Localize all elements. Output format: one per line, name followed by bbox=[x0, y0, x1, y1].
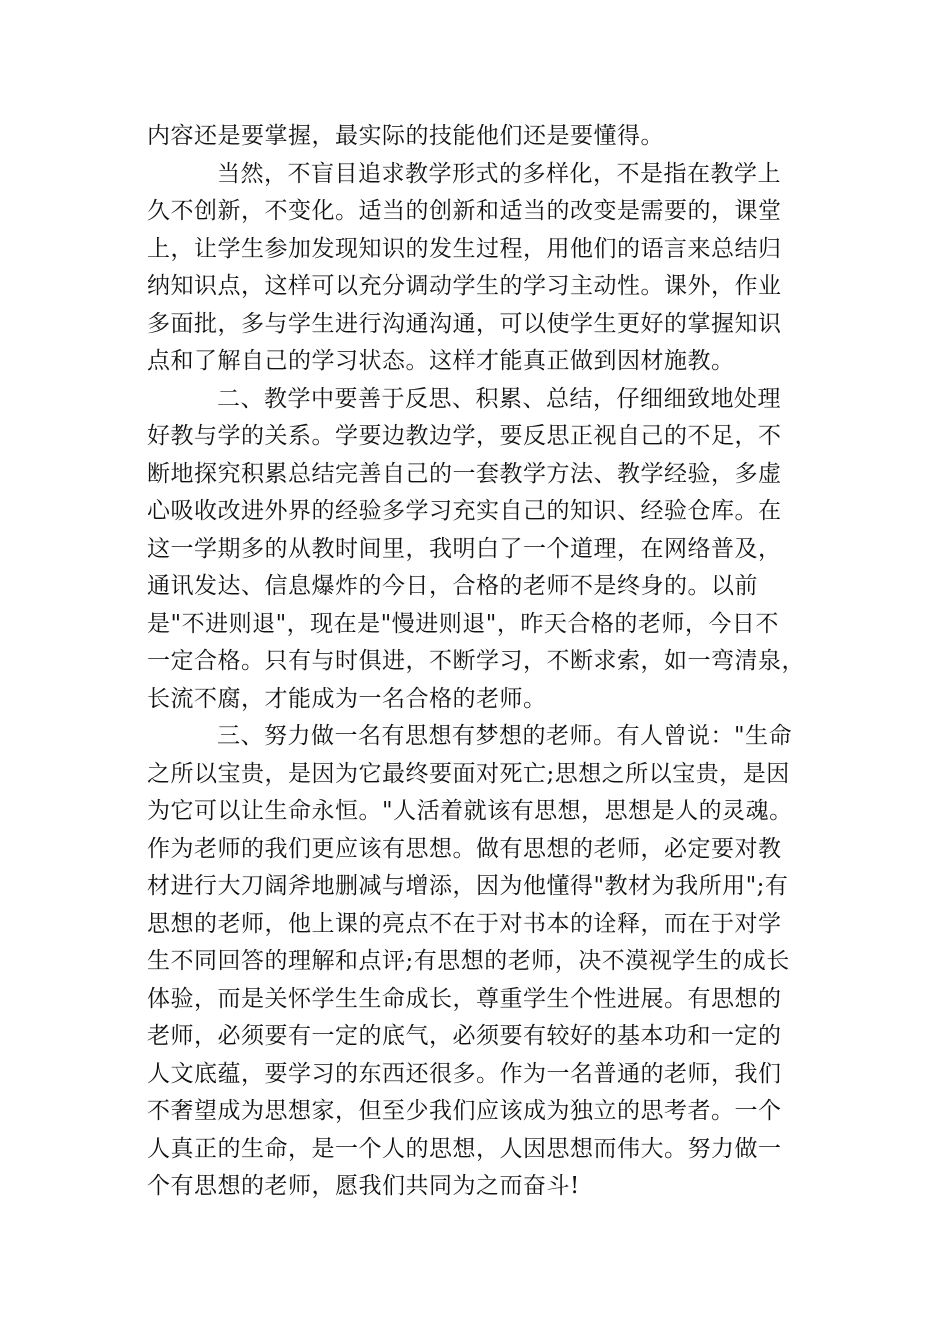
text-line: 为它可以让生命永恒。"人活着就该有思想，思想是人的灵魂。 bbox=[147, 798, 793, 824]
text-line: 点和了解自己的学习状态。这样才能真正做到因材施教。 bbox=[147, 348, 735, 374]
text-line: 断地探究积累总结完善自己的一套教学方法、教学经验，多虚 bbox=[147, 461, 782, 487]
paragraph-start-line: 当然，不盲目追求教学形式的多样化，不是指在教学上 bbox=[217, 161, 781, 187]
text-line: 是"不进则退"，现在是"慢进则退"，昨天合格的老师，今日不 bbox=[147, 611, 779, 637]
text-line: 上，让学生参加发现知识的发生过程，用他们的语言来总结归 bbox=[147, 236, 782, 262]
text-line: 人文底蕴，要学习的东西还很多。作为一名普通的老师，我们 bbox=[147, 1061, 782, 1087]
text-line: 个有思想的老师，愿我们共同为之而奋斗! bbox=[147, 1173, 580, 1199]
text-line: 人真正的生命，是一个人的思想，人因思想而伟大。努力做一 bbox=[147, 1136, 782, 1162]
text-line: 一定合格。只有与时俱进，不断学习，不断求索，如一弯清泉， bbox=[147, 648, 805, 674]
text-line: 作为老师的我们更应该有思想。做有思想的老师，必定要对教 bbox=[147, 836, 782, 862]
text-line: 不奢望成为思想家，但至少我们应该成为独立的思考者。一个 bbox=[147, 1098, 782, 1124]
text-line: 生不同回答的理解和点评;有思想的老师，决不漠视学生的成长 bbox=[147, 948, 790, 974]
text-line: 长流不腐，才能成为一名合格的老师。 bbox=[147, 686, 547, 712]
text-line: 思想的老师，他上课的亮点不在于对书本的诠释，而在于对学 bbox=[147, 911, 782, 937]
text-line: 之所以宝贵，是因为它最终要面对死亡;思想之所以宝贵，是因 bbox=[147, 761, 790, 787]
text-line: 内容还是要掌握，最实际的技能他们还是要懂得。 bbox=[147, 123, 664, 149]
text-line: 老师，必须要有一定的底气，必须要有较好的基本功和一定的 bbox=[147, 1023, 782, 1049]
text-line: 材进行大刀阔斧地删减与增添，因为他懂得"教材为我所用";有 bbox=[147, 873, 789, 899]
text-line: 通讯发达、信息爆炸的今日，合格的老师不是终身的。以前 bbox=[147, 573, 758, 599]
text-line: 心吸收改进外界的经验多学习充实自己的知识、经验仓库。在 bbox=[147, 498, 782, 524]
text-line: 纳知识点，这样可以充分调动学生的学习主动性。课外，作业 bbox=[147, 273, 782, 299]
paragraph-start-line: 三、努力做一名有思想有梦想的老师。有人曾说："生命 bbox=[217, 723, 793, 749]
text-line: 体验，而是关怀学生生命成长，尊重学生个性进展。有思想的 bbox=[147, 986, 782, 1012]
text-line: 多面批，多与学生进行沟通沟通，可以使学生更好的掌握知识 bbox=[147, 311, 782, 337]
text-line: 久不创新，不变化。适当的创新和适当的改变是需要的，课堂 bbox=[147, 198, 782, 224]
paragraph-start-line: 二、教学中要善于反思、积累、总结，仔细细致地处理 bbox=[217, 386, 781, 412]
text-line: 好教与学的关系。学要边教边学，要反思正视自己的不足，不 bbox=[147, 423, 782, 449]
text-line: 这一学期多的从教时间里，我明白了一个道理，在网络普及， bbox=[147, 536, 782, 562]
